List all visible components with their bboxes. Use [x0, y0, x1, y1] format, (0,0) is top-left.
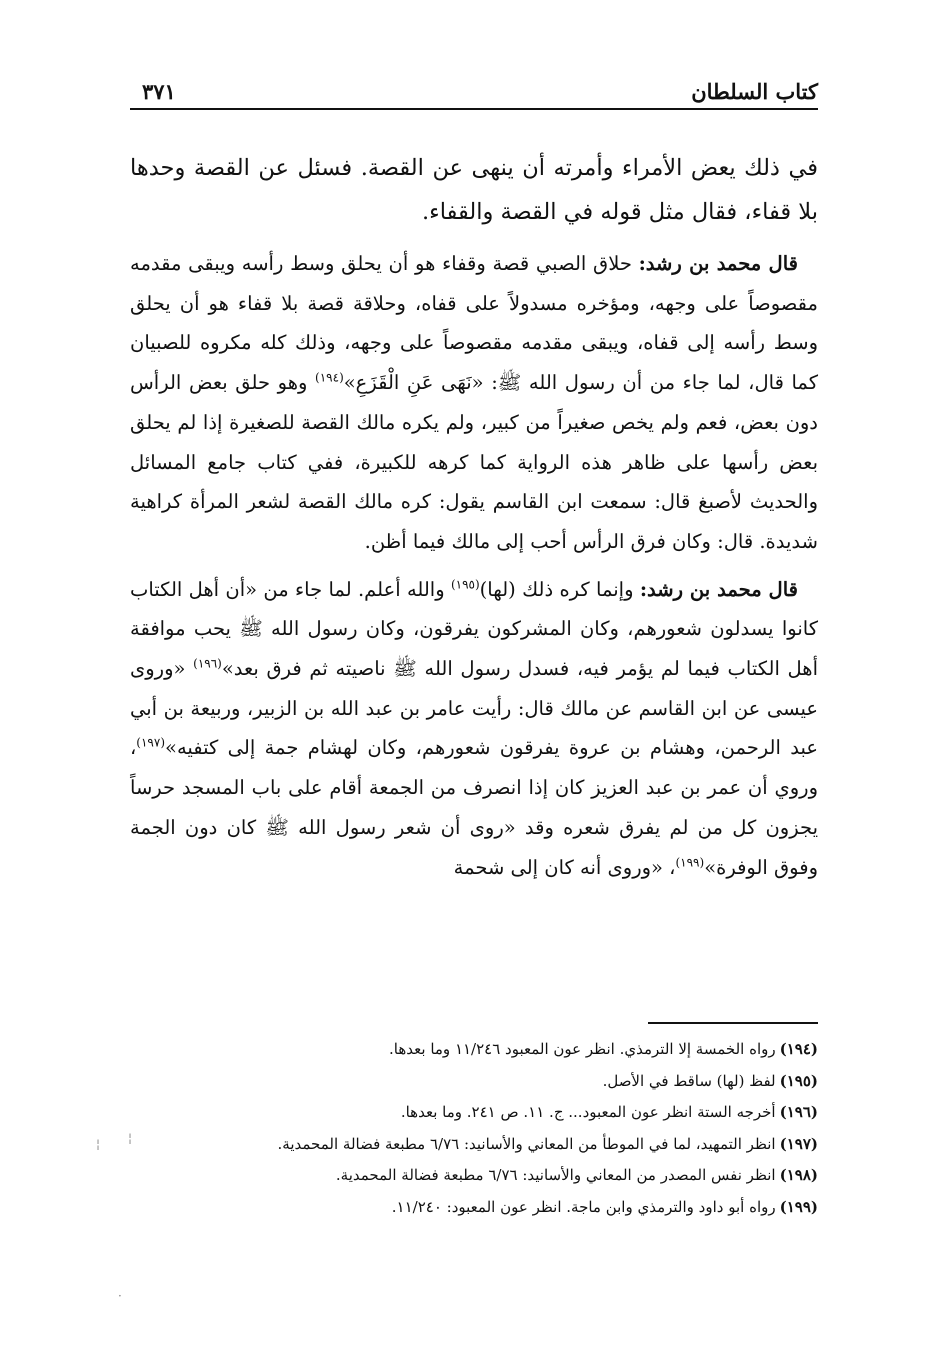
footnote — [130, 1192, 818, 1224]
paragraph-text: وهو حلق بعض الرأس دون بعض، فعم ولم يخص صغيراً من كبير، ولم يكره مالك القصة للصغيرة إذا لم يحلق بعض رأسها على ظاهر هذه الرواية كما كرهه للكبيرة، ففي كتاب جامع المسائل والحديث لأصبغ قال: سمعت ابن القاسم يقول: كره مالك القصة لشعر المرأة كراهية شديدة. قال: وكان فرق الرأس أحب إلى مالك فيما أظن. — [130, 371, 818, 553]
body-text — [130, 146, 818, 895]
footnote-text: انظر التمهيد، لما في الموطأ من المعاني والأسانيد: ٦/٧٦ مطبعة فضالة المحمدية. — [277, 1134, 776, 1153]
footnote-number: (١٩٥) — [779, 1071, 818, 1090]
paragraph-text: حلاق الصبي قصة وقفاء هو أن يحلق وسط رأسه ويبقى مقدمه مقصوصاً على وجهه، ومؤخره مسدولاً على قفاه، وحلاقة قصة بلا قفاء هو أن يحلق وسط رأسه إلى قفاه، ويبقى مقدمه مقصوصاً على وجهه، وذلك كله مكروه للصبيان كما قال، لما جاء من أن رسول الله ﷺ: «نَهَى عَنِ الْقَزَعِ» — [130, 252, 818, 395]
footnote — [130, 1034, 818, 1066]
footnote-reference[interactable]: (١٩٥) — [450, 577, 480, 592]
chapter-title: كتاب السلطان — [691, 79, 818, 104]
footnote — [130, 1097, 818, 1129]
paragraph-text: وإنما كره ذلك (لها) — [479, 577, 640, 601]
footnote-number: (١٩٩) — [779, 1197, 818, 1216]
speaker-label: قال محمد بن رشد: — [639, 577, 798, 601]
footnote — [130, 1066, 818, 1098]
scan-speck: ¦ — [96, 1137, 101, 1151]
footnotes — [130, 1034, 818, 1223]
paragraph-text: ، وروي أن عمر بن عبد العزيز كان إذا انصرف من الجمعة أقام على باب المسجد حرساً يجزون كل من لم يفرق شعره وقد «روى أن شعر رسول الله ﷺ كان دون الجمة وفوق الوفرة» — [130, 736, 818, 879]
paragraph-text: في ذلك يعض الأمراء وأمرته أن ينهى عن القصة. فسئل عن القصة وحدها بلا قفاء، فقال مثل قوله في القصة والقفاء. — [130, 155, 818, 225]
footnote-number: (١٩٨) — [779, 1166, 818, 1184]
paragraph-text: ، «وروى أنه كان إلى شحمة — [453, 855, 676, 879]
footnote — [130, 1129, 818, 1161]
footnote-text: انظر نفس المصدر من المعاني والأسانيد: ٦/٧٦ مطبعة فضالة المحمدية. — [335, 1166, 776, 1184]
footnote-number: (١٩٤) — [779, 1040, 818, 1058]
footnote-reference[interactable]: (١٩٤) — [315, 370, 344, 385]
scan-speck: ¦ — [128, 1131, 133, 1145]
footnote-number: (١٩٧) — [779, 1134, 818, 1153]
footnote-text: أخرجه الستة انظر عون المعبود... ج. ١١. ص ٢٤١. وما بعدها. — [400, 1103, 776, 1121]
footnote — [130, 1160, 818, 1192]
paragraph-text: «وروى عيسى عن ابن القاسم عن مالك قال: رأيت عامر بن عبد الله بن الزبير، وربيعة بن أبي عبد الرحمن، وهشام بن عروة يفرقون شعورهم، وكان لهشام جمة إلى كتفيه» — [130, 657, 818, 760]
paragraph — [130, 244, 818, 562]
paragraph-text: والله أعلم. لما جاء من «أن أهل الكتاب كانوا يسدلون شعورهم، وكان المشركون يفرقون، وكان رسول الله ﷺ يحب موافقة أهل الكتاب فيما لم يؤمر فيه، فسدل رسول الله ﷺ ناصيته ثم فرق بعد» — [130, 577, 818, 681]
page-number: ٣٧١ — [142, 79, 176, 104]
footnote-separator — [648, 1022, 818, 1024]
speaker-label: قال محمد بن رشد: — [638, 252, 798, 275]
paragraph — [130, 570, 818, 888]
running-head — [130, 78, 818, 110]
footnote-text: لفظ (لها) ساقط في الأصل. — [602, 1071, 776, 1090]
footnote-reference[interactable]: (١٩٧) — [136, 735, 166, 750]
footnote-reference[interactable]: (١٩٩) — [675, 855, 705, 870]
footnote-text: رواه أبو داود والترمذي وابن ماجة. انظر عون المعبود: ١١/٢٤٠. — [391, 1197, 776, 1216]
paragraph — [130, 146, 818, 234]
footnote-text: رواه الخمسة إلا الترمذي. انظر عون المعبود ١١/٢٤٦ وما بعدها. — [389, 1040, 776, 1058]
footnote-number: (١٩٦) — [779, 1103, 818, 1121]
scan-speck: · — [118, 1289, 122, 1303]
footnote-reference[interactable]: (١٩٦) — [193, 656, 222, 671]
